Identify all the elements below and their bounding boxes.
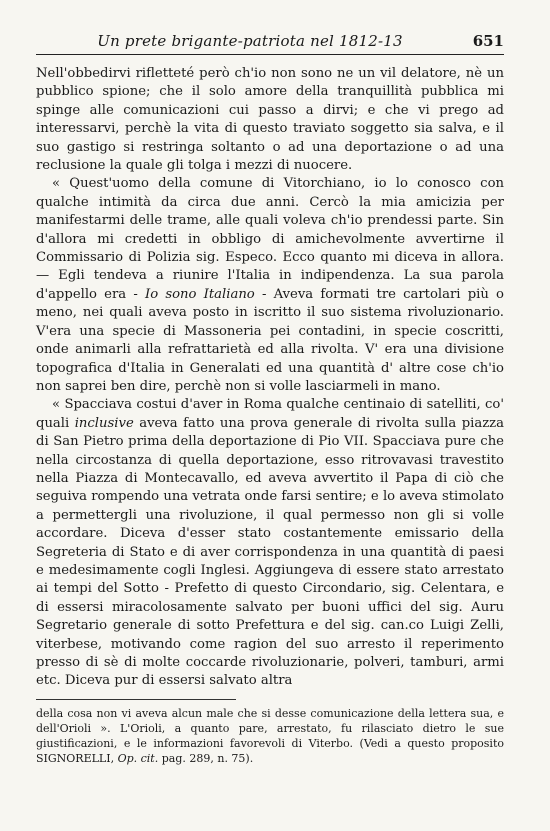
paragraph (36, 175, 504, 396)
text-run: della cosa non vi aveva alcun male che si desse comunicazione della lettera sua, e dell'Orioli ». L'Orioli, a quanto pare, arrestato, fu rilasciato dietro le sue giustificazioni, e le informazioni favorevoli di Viterbo. (Vedi a questo proposito SIGNORELLI, (36, 706, 504, 765)
italic-text: Op. cit. (117, 751, 159, 765)
paragraph (36, 65, 504, 175)
page (36, 30, 504, 766)
body-text (36, 65, 504, 691)
running-header (36, 30, 504, 55)
text-run: Nell'obbedirvi rifletteté però ch'io non sono ne un vil delatore, nè un pubblico spione; che il solo amore della tranquillità pubblica mi spinge alle comunicazioni cui passo a dirvi; e che vi prego ad interessarvi, perchè la vita di questo traviato soggetto sia salva, e il suo gastigo si restringa soltanto o ad una deportazione o ad una reclusione la quale gli tolga i mezzi di nuocere. (36, 66, 504, 174)
page-number: 651 (472, 32, 504, 50)
footnote (36, 706, 504, 766)
text-run: « Quest'uomo della comune di Vitorchiano, io lo conosco con qualche intimità da circa due anni. Cercò la mia amicizia per manifestarmi delle trame, alle quali voleva ch'io prendessi parte. Sin d'allora mi credetti in obbligo di amichevolmente avvertirne il Commissario di Polizia sig. Especo. Ecco quanto mi diceva in allora. — Egli tendeva a riunire l'Italia in indipendenza. La sua parola d'appello era - (36, 176, 504, 302)
text-run: - Aveva formati tre cartolari più o meno, nei quali aveva posto in iscritto il suo sistema rivoluzionario. V'era una specie di Massoneria pei contadini, in specie coscritti, onde animarli alla refrattarietà ed alla rivolta. V' era una divisione topografica d'Italia in Generalati ed una quantità d' altre cose ch'io non saprei ben dire, perchè non si volle lasciarmeli in mano. (36, 286, 504, 394)
text-run: « Spacciava costui d'aver in Roma qualche centinaio di satelliti, co' quali (36, 397, 504, 431)
italic-text: Io sono Italiano (144, 286, 255, 302)
text-run: pag. 289, n. 75). (158, 751, 254, 765)
footnote-rule (36, 699, 236, 700)
running-title: Un prete brigante-patriota nel 1812-13 (97, 32, 403, 50)
text-run: aveva fatto una prova generale di rivolta sulla piazza di San Pietro prima della deportazione di Pio VII. Spacciava pure che nella circostanza di quella deportazione, esso ritrovavasi travestito nella Piazza di Montecavallo, ed aveva avvertito il Papa di ciò che seguiva rompendo una vetrata onde farsi sentire; e lo aveva stimolato a permettergli una rivoluzione, il qual permesso non gli si volle accordare. Diceva d'esser stato costantemente emissario della Segreteria di Stato e di aver corrispondenza in una quantità di paesi e medesimamente cogli Inglesi. Aggiungeva di essere stato arrestato ai tempi del Sotto - Prefetto di questo Circondario, sig. Celentara, e di essersi miracolosamente salvato per buoni uffici del sig. Auru Segretario generale di sotto Prefettura e del sig. can.co Luigi Zelli, viterbese, motivando come ragion del suo arresto il reperimento presso di sè di molte coccarde rivoluzionarie, polveri, tamburi, armi etc. Diceva pur di essersi salvato altra (36, 415, 504, 689)
italic-text: inclusive (74, 415, 134, 431)
paragraph (36, 396, 504, 691)
